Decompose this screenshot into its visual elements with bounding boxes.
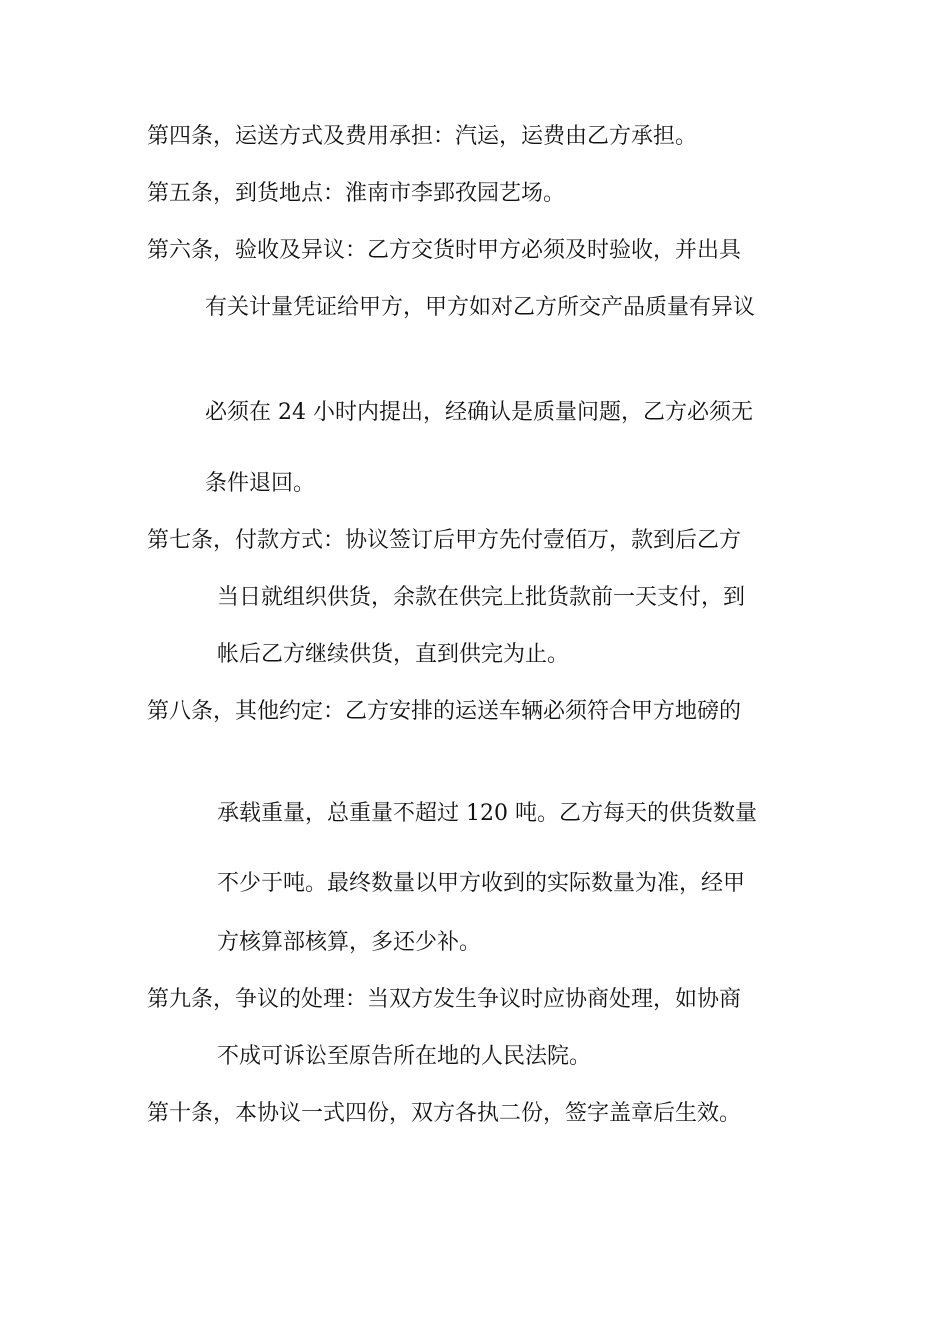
clause-4-line-1: 第四条，运送方式及费用承担：汽运，运费由乙方承担。	[147, 124, 698, 149]
clause-6-line-4: 条件退回。	[205, 471, 316, 496]
clause-9-line-1: 第九条，争议的处理：当双方发生争议时应协商处理，如协商	[147, 987, 742, 1012]
clause-6-line-2: 有关计量凭证给甲方，甲方如对乙方所交产品质量有异议	[205, 295, 756, 320]
clause-7-line-3: 帐后乙方继续供货，直到供完为止。	[217, 642, 570, 667]
clause-6-line-3: 必须在 24 小时内提出，经确认是质量问题，乙方必须无	[205, 400, 753, 425]
clause-9-line-2: 不成可诉讼至原告所在地的人民法院。	[217, 1044, 592, 1069]
clause-7-line-2: 当日就组织供货，余款在供完上批货款前一天支付，到	[217, 585, 746, 610]
clause-8-line-4: 方核算部核算，多还少补。	[217, 930, 482, 955]
clause-5-line-1: 第五条，到货地点：淮南市李郢孜园艺场。	[147, 181, 566, 206]
clause-8-line-1: 第八条，其他约定：乙方安排的运送车辆必须符合甲方地磅的	[147, 699, 742, 724]
clause-10-line-1: 第十条，本协议一式四份，双方各执二份，签字盖章后生效。	[147, 1101, 742, 1126]
clause-6-line-1: 第六条，验收及异议：乙方交货时甲方必须及时验收，并出具	[147, 238, 742, 263]
clause-7-line-1: 第七条，付款方式：协议签订后甲方先付壹佰万，款到后乙方	[147, 528, 742, 553]
clause-8-line-3: 不少于吨。最终数量以甲方收到的实际数量为准，经甲	[217, 871, 746, 896]
clause-8-line-2: 承载重量，总重量不超过 120 吨。乙方每天的供货数量	[217, 801, 757, 826]
